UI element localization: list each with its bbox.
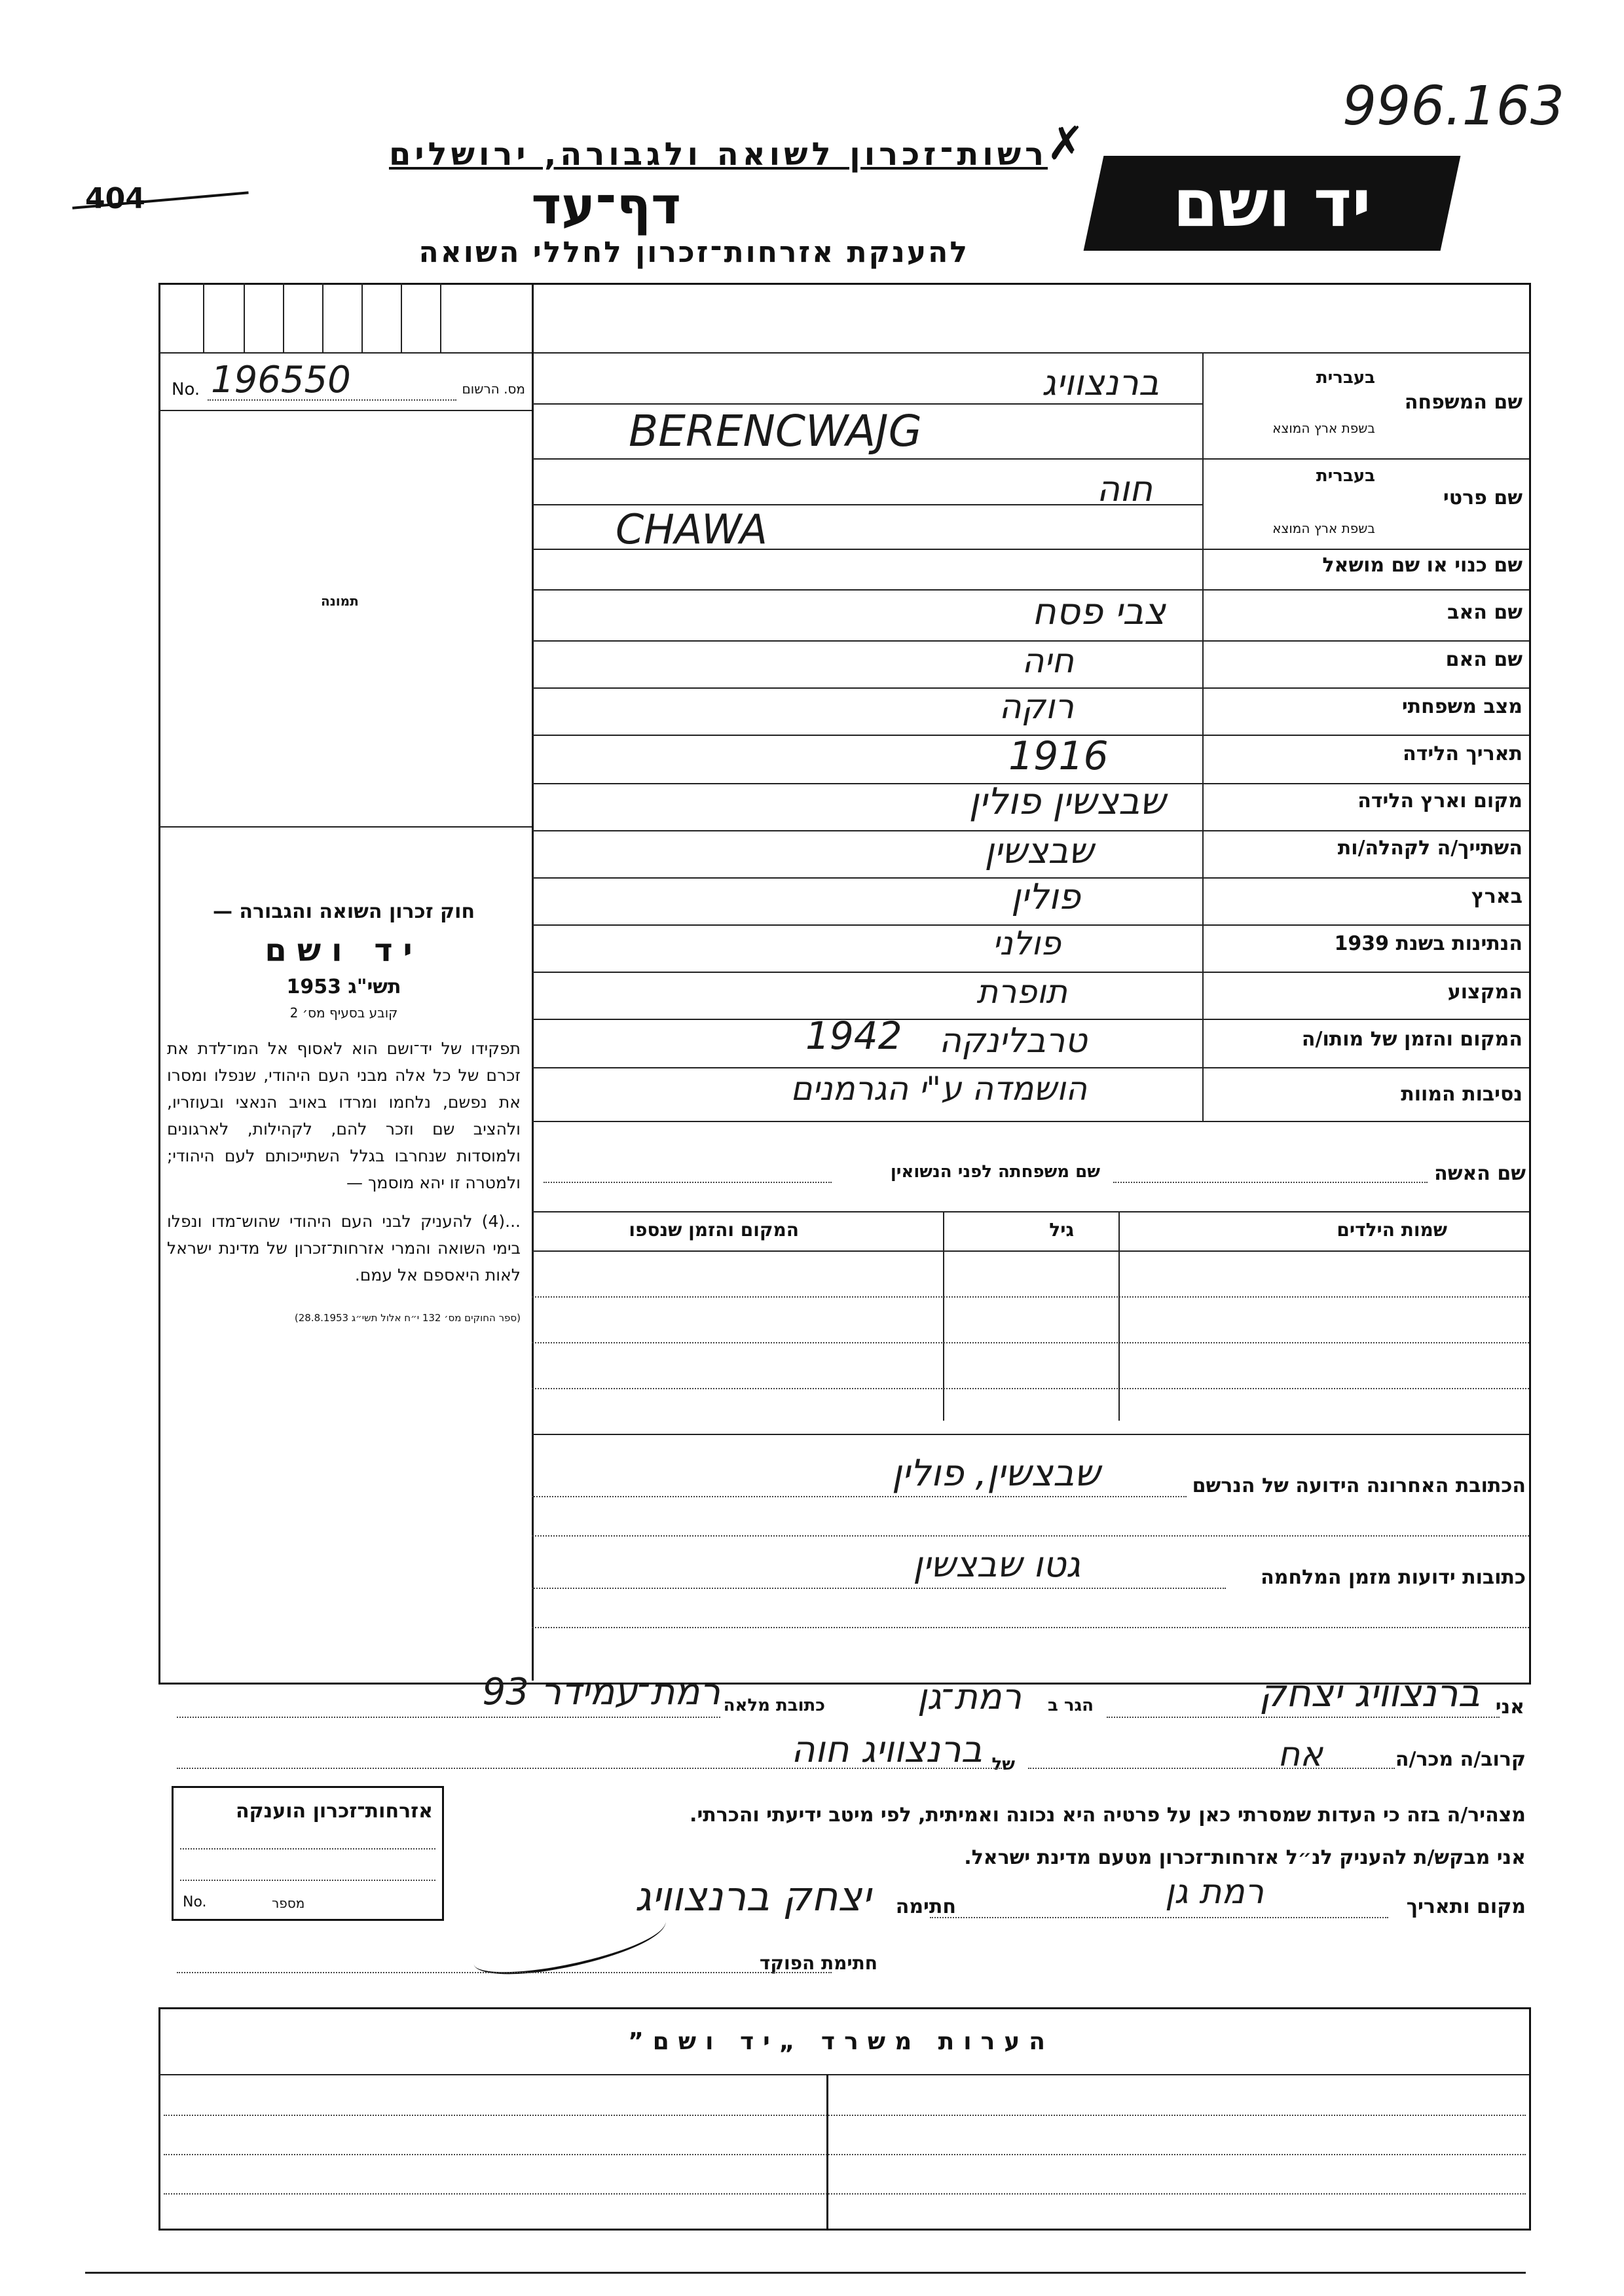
profession-label: המקצוע xyxy=(1447,981,1522,1004)
war-address-value: גטו שבצשין xyxy=(913,1544,1080,1585)
declarant-name-dots xyxy=(1107,1717,1500,1718)
office-header-line xyxy=(158,2074,1529,2075)
nationality-label: הנתינות בשנת 1939 xyxy=(1334,932,1522,955)
form-title: דף־עד xyxy=(531,177,681,236)
declarant-name: ברנצוויג יצחק xyxy=(1259,1671,1480,1715)
marital-label: מצב משפחתי xyxy=(1401,695,1522,718)
law-text-1: תפקידו של יד־ושם הוא לאסוף אל המו־לדת את זכרם של כל אלה מבני העם היהודי, שנפלו ומסרו את נפשם, נלחמו ומרדו באויב הנאצי ובעוזריו, ולהציב שם וזכר להם, לקהילות, לארגונים ולמוסדות שנחרבו בגלל השתייכותם לעם היהודי; ולמטרה זו יהא מוסמך — xyxy=(167,1039,521,1192)
relative-of-dots xyxy=(177,1768,1002,1769)
children-table-bottom xyxy=(532,1434,1529,1435)
birth-place-value: שבצשין פולין xyxy=(969,780,1166,823)
marital-value: רוקה xyxy=(999,687,1074,727)
row-line-13 xyxy=(532,1067,1529,1068)
reg-no-heb-label: מס. הרשום xyxy=(462,381,525,397)
children-col-names: שמות הילדים xyxy=(1337,1219,1447,1241)
children-col-age: גיל xyxy=(1049,1219,1074,1241)
officer-dots xyxy=(177,1972,832,1973)
father-value: צבי פסח xyxy=(1032,591,1166,633)
death-cause-label: נסיבות המוות xyxy=(1401,1083,1522,1106)
law-name: יד ושם xyxy=(265,932,423,969)
birth-date-value: 1916 xyxy=(1008,733,1109,779)
relative-label: קרוב/ה מכר/ה xyxy=(1395,1748,1526,1771)
last-address-label: הכתובת האחרונה הידועה של הנרשם xyxy=(1192,1474,1526,1497)
photo-box-bottom xyxy=(158,826,532,828)
law-year: תשי"ג 1953 xyxy=(286,975,401,998)
mother-label: שם האם xyxy=(1445,648,1522,671)
row-line-1 xyxy=(532,458,1529,460)
first-name-heb-value: חוה xyxy=(1096,468,1153,509)
place-date-label: מקום ותאריך xyxy=(1406,1895,1526,1918)
war-address-dots-2 xyxy=(532,1627,1529,1628)
reg-no-label: No. xyxy=(172,380,200,399)
first-name-origin-value: CHAWA xyxy=(616,505,767,553)
relative-of: של xyxy=(991,1755,1015,1774)
strip-cell-3 xyxy=(283,283,284,352)
law-clause: קובע בסעיף מס׳ 2 xyxy=(289,1005,398,1021)
page-bottom-rule xyxy=(85,2272,1526,2274)
children-row-3 xyxy=(532,1388,1529,1389)
relation-dots xyxy=(1028,1768,1395,1769)
children-col-divider-1 xyxy=(1118,1211,1120,1421)
first-name-label: שם פרטי xyxy=(1443,486,1522,509)
yad-vashem-logo xyxy=(1084,156,1461,251)
declarant-ani: אני xyxy=(1495,1696,1524,1719)
children-col-death: המקום והזמן שנספו xyxy=(629,1219,799,1241)
reg-no-value: 196550 xyxy=(211,359,351,401)
row-line-2 xyxy=(532,549,1529,550)
birth-date-label: תאריך הלידה xyxy=(1403,742,1522,765)
top-strip-bottom xyxy=(158,352,1529,354)
strip-cell-1 xyxy=(203,283,204,352)
children-row-2 xyxy=(532,1342,1529,1343)
reg-row-bottom xyxy=(158,410,532,411)
law-ref: (ספר החוקים מס׳ 132 י״ח אלול תשי״ג 28.8.1953) xyxy=(294,1312,521,1324)
family-name-origin-value: BERENCWAJG xyxy=(629,406,922,456)
label-column-divider xyxy=(1202,352,1204,1121)
country-label: בארץ xyxy=(1471,885,1522,908)
war-address-dots xyxy=(532,1588,1226,1589)
signature-flourish xyxy=(469,1902,671,1984)
profession-value: תופרת xyxy=(976,973,1067,1011)
citizenship-box-line-2 xyxy=(180,1880,435,1881)
citizenship-box xyxy=(172,1786,444,1921)
authority-name: רשות־זכרון לשואה ולגבורה, ירושלים xyxy=(388,136,1048,173)
strip-cell-6 xyxy=(401,283,402,352)
last-address-value: שבצשין, פולין xyxy=(891,1452,1100,1495)
strip-cell-2 xyxy=(244,283,245,352)
photo-column-divider xyxy=(532,283,534,1681)
logo-text: יד ושם xyxy=(1173,165,1371,242)
country-value: פולין xyxy=(1011,876,1080,917)
photo-label: תמונה xyxy=(321,593,359,609)
first-name-sub-heb: בעברית xyxy=(1316,466,1375,486)
declarant-lives-in: הגר ב xyxy=(1047,1696,1094,1715)
archive-number: 996.163 xyxy=(1342,75,1565,137)
spouse-maiden-label: שם משפחתה לפני הנשואין xyxy=(890,1162,1100,1182)
death-year-value: 1942 xyxy=(805,1013,902,1058)
death-cause-value: הושמדה ע"י הגרמנים xyxy=(790,1070,1087,1108)
last-address-dots-2 xyxy=(532,1535,1529,1537)
old-number-text: 404 xyxy=(85,182,145,215)
children-row-1 xyxy=(532,1296,1529,1298)
header-tick-icon: ✗ xyxy=(1046,117,1085,170)
nickname-label: שם כנוי או שם מושאל xyxy=(1322,554,1522,577)
relation-value: אח xyxy=(1278,1735,1323,1774)
strip-cell-4 xyxy=(322,283,323,352)
death-place-value: טרבלינקה xyxy=(938,1021,1087,1061)
war-address-label: כתובות ידועות מזמן המלחמה xyxy=(1261,1566,1526,1589)
office-line-3 xyxy=(164,2193,1526,2195)
form-subtitle: להענקת אזרחות־זכרון לחללי השואה xyxy=(418,236,969,269)
mother-value: חיה xyxy=(1022,642,1074,681)
declarant-full-address-label: כתובת מלאה xyxy=(723,1696,825,1715)
registration-number xyxy=(172,359,525,405)
community-label: השתייך/ה לקהלה/ות xyxy=(1337,837,1522,860)
first-name-sub-origin: בשפת ארץ המוצא xyxy=(1272,520,1375,536)
children-header-bottom xyxy=(532,1250,1529,1252)
family-name-mid-line xyxy=(532,403,1204,405)
citizenship-box-line-1 xyxy=(180,1848,435,1850)
request-text: אני מבקש/ת להעניק לנ״ל אזרחות־זכרון מטעם מדינת ישראל. xyxy=(964,1846,1526,1869)
signature-label: חתימה xyxy=(895,1895,956,1918)
father-label: שם האב xyxy=(1447,601,1522,624)
strip-cell-5 xyxy=(361,283,363,352)
officer-signature-label: חתימת הפוקד xyxy=(759,1952,877,1974)
spouse-maiden-dots xyxy=(544,1182,832,1183)
birth-place-label: מקום וארץ הלידה xyxy=(1357,790,1522,812)
row-line-14 xyxy=(532,1121,1529,1122)
row-line-3 xyxy=(532,589,1529,591)
office-line-1 xyxy=(164,2115,1526,2116)
declarant-city: רמת־גן xyxy=(917,1676,1022,1717)
spouse-label: שם האשה xyxy=(1434,1162,1526,1185)
signature-value: יצחק ברנצוויג xyxy=(635,1872,871,1920)
office-divider xyxy=(826,2074,828,2229)
death-place-label: המקום והזמן של מותו/ה xyxy=(1301,1028,1522,1051)
community-value: שבצשין xyxy=(984,830,1094,871)
row-line-12 xyxy=(532,1019,1529,1020)
declarant-address-dots xyxy=(177,1717,720,1718)
children-col-divider-2 xyxy=(943,1211,944,1421)
office-title: הערות משרד „יד ושם” xyxy=(628,2028,1054,2055)
citizenship-box-title: אזרחות־זכרון הוענקה xyxy=(235,1800,433,1823)
family-name-sub-origin: בשפת ארץ המוצא xyxy=(1272,420,1375,436)
law-text-2: ...(4) להעניק לבני העם היהודי שהוש־מדו ונפלו בימי השואה והמרי אזרחות־זכרון של מדינת ישראל לאות היאספם אל עמם. xyxy=(167,1212,521,1285)
law-title: חוק זכרון השואה והגבורה — xyxy=(212,900,475,923)
place-date-value: רמת גן xyxy=(1165,1872,1264,1912)
law-panel xyxy=(167,900,521,1324)
citizenship-box-heb-no: מספר xyxy=(272,1895,305,1911)
old-number xyxy=(85,182,145,215)
relative-of-name: ברנצוויג חוה xyxy=(791,1728,982,1771)
declaration-text: מצהיר/ה בזה כי העדות שמסרתי כאן על פרטיה היא נכונה ואמיתית, לפי מיטב ידיעתי והכרתי. xyxy=(690,1804,1526,1827)
office-line-2 xyxy=(164,2154,1526,2155)
last-address-dots xyxy=(532,1496,1187,1497)
spouse-dots xyxy=(1113,1182,1428,1183)
family-name-label: שם המשפחה xyxy=(1404,391,1522,414)
spouse-row-bottom xyxy=(532,1211,1529,1212)
nationality-value: פולני xyxy=(992,924,1061,962)
citizenship-box-no: No. xyxy=(183,1894,207,1910)
strip-cell-7 xyxy=(440,283,441,352)
family-name-heb-value: ברנצוויג xyxy=(1041,362,1159,403)
declarant-full-address: רמת־עמידר 93 xyxy=(482,1671,720,1713)
family-name-sub-heb: בעברית xyxy=(1316,368,1375,388)
reg-no-dots xyxy=(208,399,456,401)
place-date-dots xyxy=(930,1917,1388,1918)
